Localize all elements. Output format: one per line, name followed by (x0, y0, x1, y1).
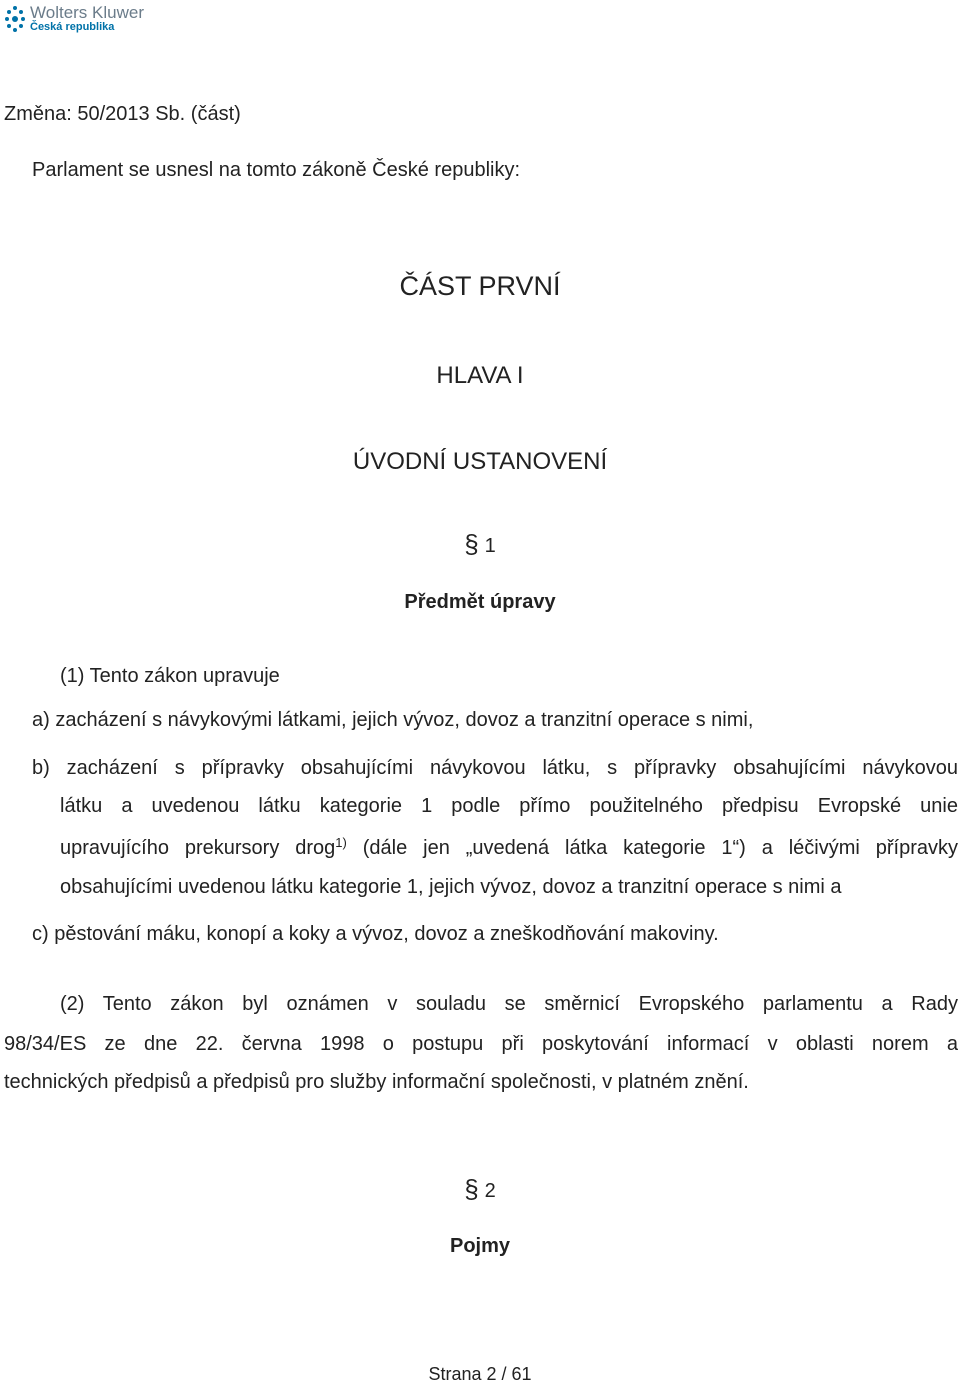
footnote-ref[interactable]: 1) (335, 835, 347, 850)
list-item-c: c) pěstování máku, konopí a koky a vývoz, dovoz a zneškodňování makoviny. (32, 923, 719, 945)
section-2-number (0, 1174, 960, 1204)
brand-name: Wolters Kluwer (30, 3, 144, 22)
head-name: ÚVODNÍ USTANOVENÍ (352, 448, 608, 475)
section-1-heading: Předmět úpravy (404, 591, 556, 613)
list-item-b-line-1: b) zacházení s přípravky obsahujícími návykovou látku, s přípravky obsahujícími návykovou (32, 757, 958, 779)
list-item-b-line-2: látku a uvedenou látku kategorie 1 podle přímo použitelného předpisu Evropské unie (60, 795, 958, 817)
section-number: 1 (484, 535, 496, 557)
list-item-a: a) zacházení s návykovými látkami, jejich vývoz, dovoz a tranzitní operace s nimi, (32, 709, 754, 731)
list-item-b-line-4: obsahujícími uvedenou látku kategorie 1, jejich vývoz, dovoz a tranzitní operace s nimi a (60, 876, 842, 898)
paragraph-1-intro: (1) Tento zákon upravuje (60, 665, 280, 687)
wolters-kluwer-logo-icon (4, 5, 26, 33)
brand-logo (4, 4, 144, 33)
paragraph-2-line-2: 98/34/ES ze dne 22. června 1998 o postupu při poskytování informací v oblasti norem a (4, 1033, 958, 1055)
list-item-b-line-3 (60, 836, 958, 860)
section-symbol: § (464, 529, 479, 559)
head-title: HLAVA I (436, 362, 524, 389)
paragraph-2-line-3: technických předpisů a předpisů pro služby informační společnosti, v platném znění. (4, 1071, 749, 1093)
change-note: Změna: 50/2013 Sb. (část) (4, 103, 241, 125)
text-fragment: upravujícího prekursory drog (60, 837, 336, 859)
intro-text: Parlament se usnesl na tomto zákoně České republiky: (32, 159, 521, 181)
part-title: ČÁST PRVNÍ (399, 271, 561, 301)
section-1-number (0, 529, 960, 559)
section-number: 2 (484, 1180, 496, 1202)
page-number: Strana 2 / 61 (428, 1364, 532, 1384)
section-2-heading: Pojmy (449, 1235, 511, 1257)
brand-subtitle: Česká republika (30, 21, 115, 33)
paragraph-2-line-1: (2) Tento zákon byl oznámen v souladu se směrnicí Evropského parlamentu a Rady (60, 993, 958, 1015)
text-fragment: (dále jen „uvedená látka kategorie 1“) a léčivými přípravky (346, 837, 958, 859)
section-symbol: § (464, 1174, 479, 1204)
